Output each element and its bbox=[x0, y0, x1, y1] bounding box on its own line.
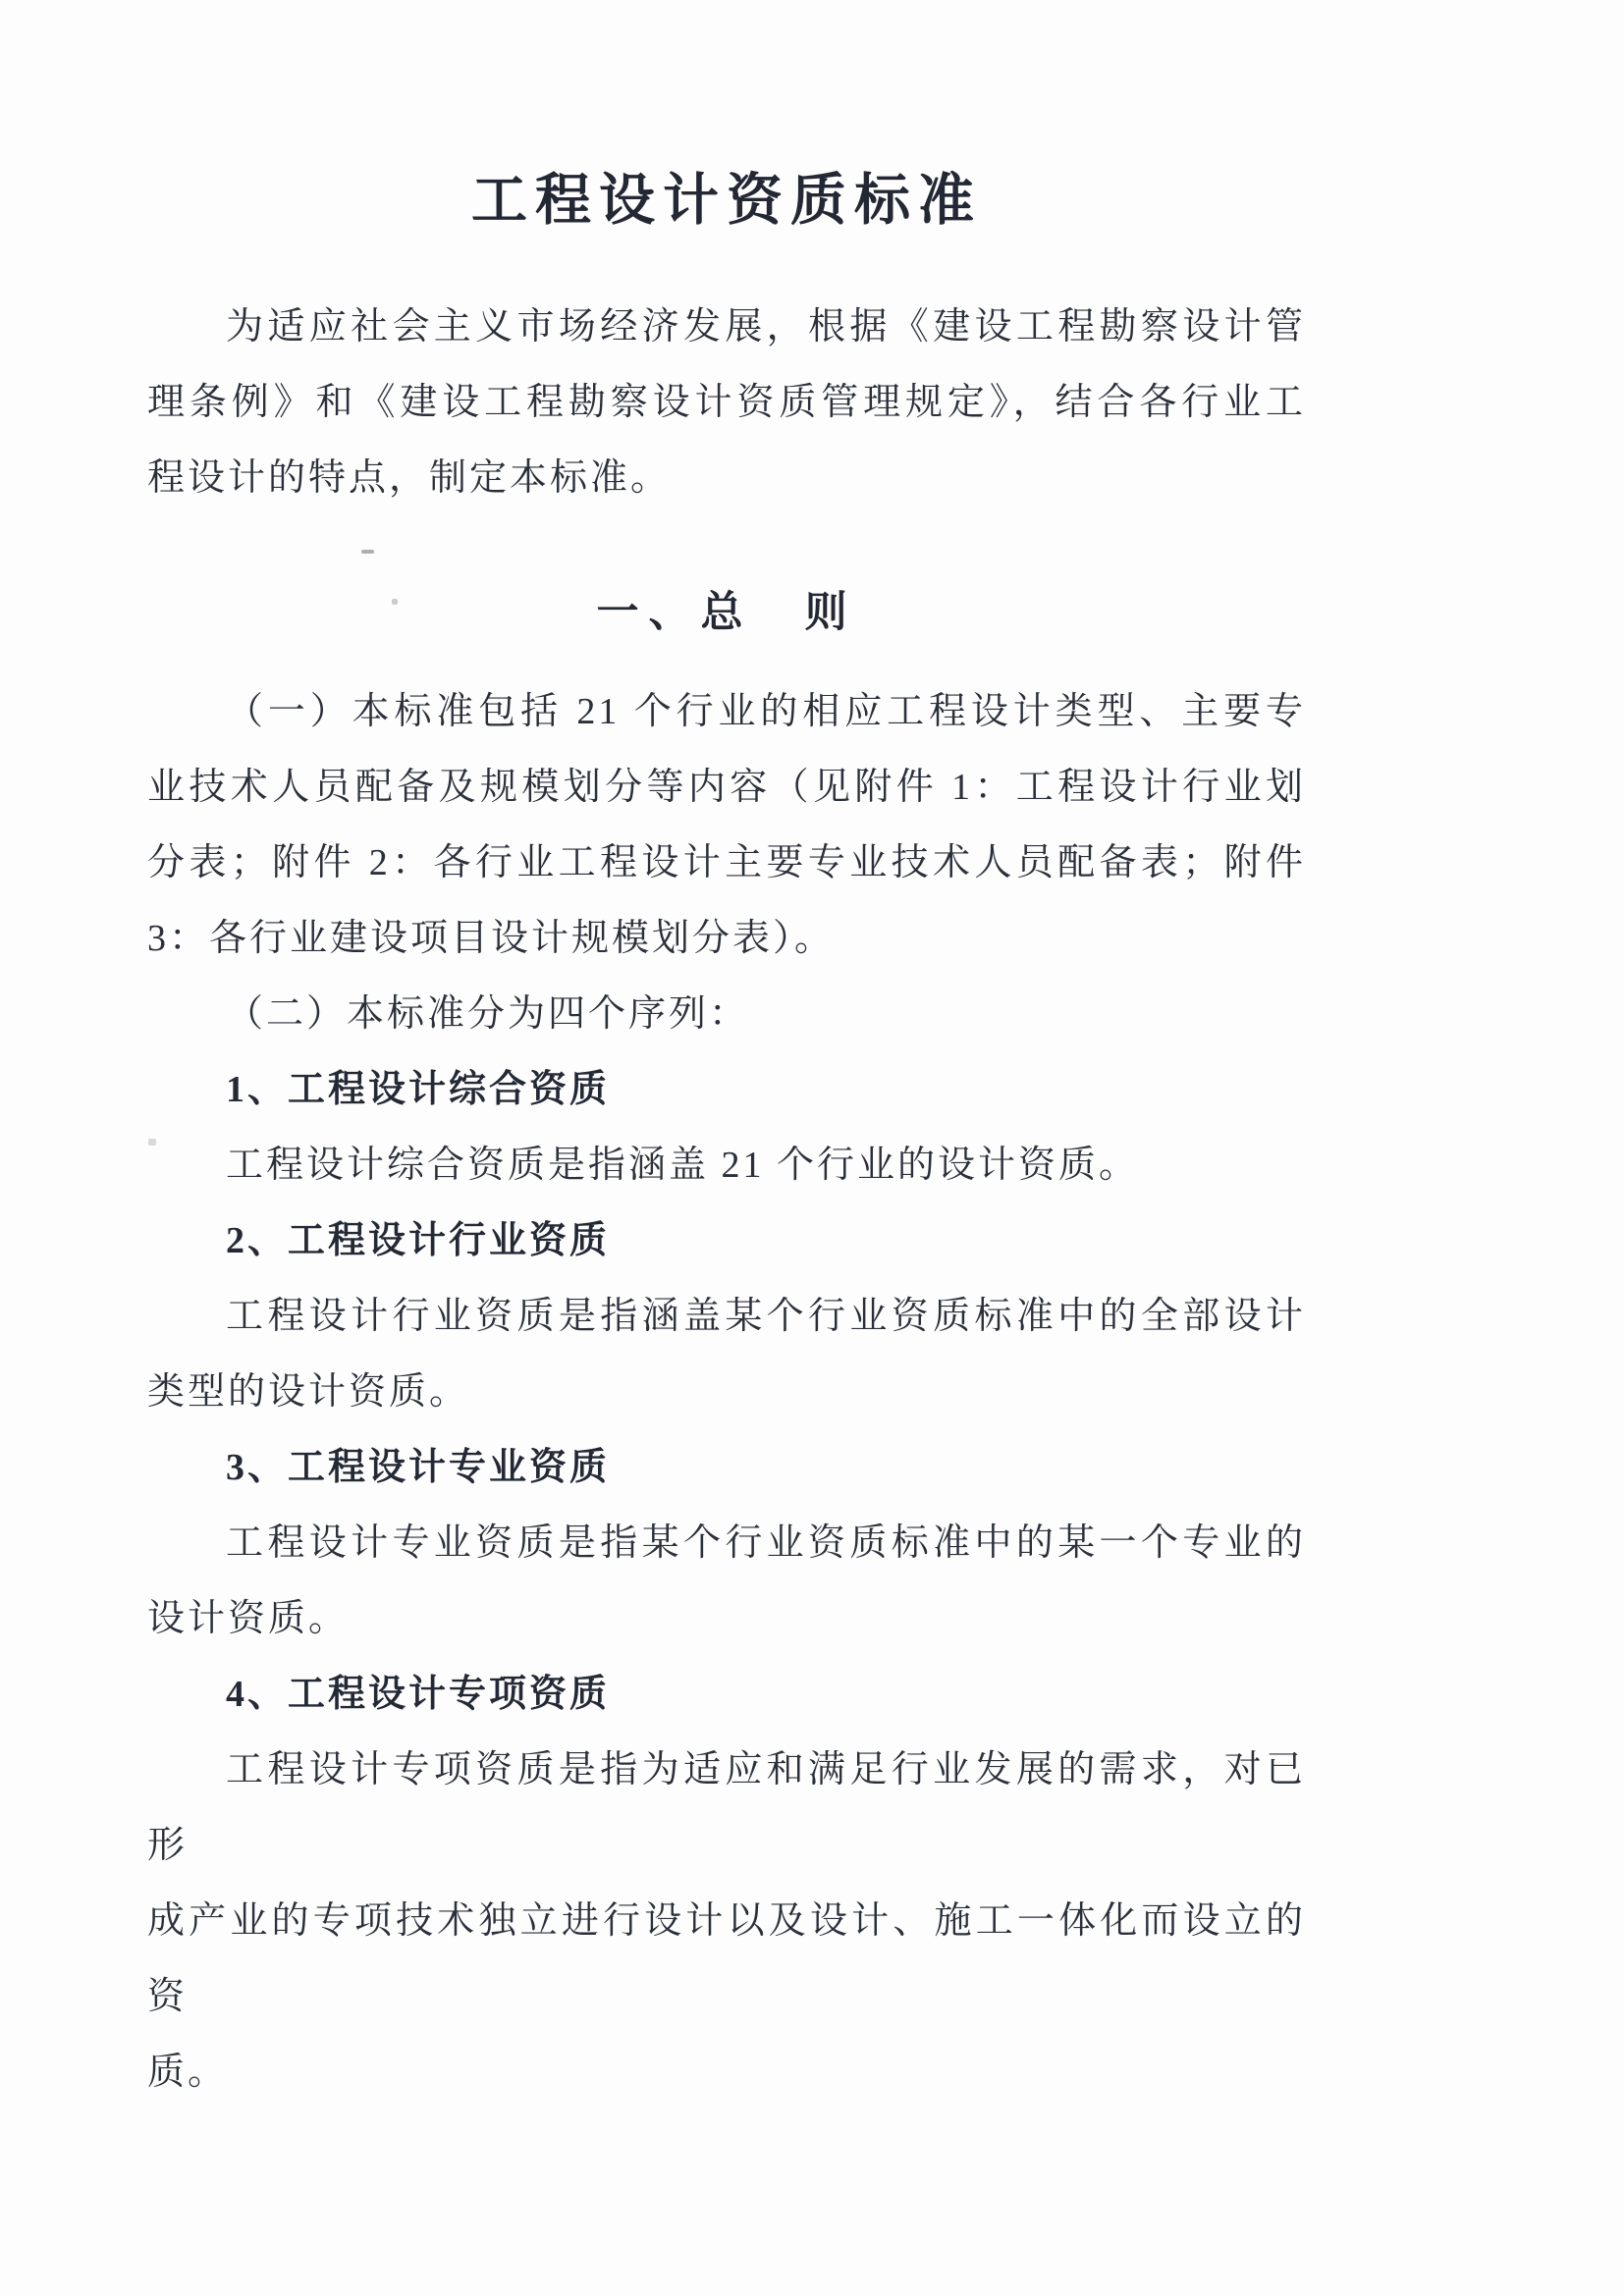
text-line: 设计资质。 bbox=[147, 1598, 350, 1639]
section-heading: 一、总 则 bbox=[596, 590, 857, 636]
text-line: 业技术人员配备及规模划分等内容（见附件 1：工程设计行业划 bbox=[147, 767, 1306, 808]
scan-artifact bbox=[361, 550, 374, 554]
list-item-heading: 1、工程设计综合资质 bbox=[226, 1069, 611, 1110]
text-line: 工程设计综合资质是指涵盖 21 个行业的设计资质。 bbox=[226, 1145, 1140, 1186]
list-item-heading: 4、工程设计专项资质 bbox=[226, 1674, 611, 1715]
text-line: 分表；附件 2：各行业工程设计主要专业技术人员配备表；附件 bbox=[147, 842, 1306, 883]
list-item-heading: 2、工程设计行业资质 bbox=[226, 1220, 611, 1261]
page-title: 工程设计资质标准 bbox=[471, 170, 982, 232]
document-content bbox=[147, 162, 1306, 2110]
text-line: 工程设计行业资质是指涵盖某个行业资质标准中的全部设计 bbox=[226, 1296, 1306, 1337]
list-item-heading: 3、工程设计专业资质 bbox=[226, 1447, 611, 1488]
text-line: 程设计的特点，制定本标准。 bbox=[147, 457, 672, 499]
text-line: 类型的设计资质。 bbox=[147, 1371, 470, 1413]
text-line: 工程设计专业资质是指某个行业资质标准中的某一个专业的 bbox=[226, 1522, 1306, 1564]
text-line: 成产业的专项技术独立进行设计以及设计、施工一体化而设立的资 bbox=[147, 1900, 1306, 2017]
text-line: 质。 bbox=[147, 2052, 229, 2093]
scan-artifact bbox=[392, 599, 398, 605]
text-line: 3：各行业建设项目设计规模划分表）。 bbox=[147, 918, 836, 959]
text-line: （一）本标准包括 21 个行业的相应工程设计类型、主要专 bbox=[226, 691, 1306, 732]
text-line: 为适应社会主义市场经济发展，根据《建设工程勘察设计管 bbox=[226, 306, 1306, 347]
text-line: 工程设计专项资质是指为适应和满足行业发展的需求，对已形 bbox=[147, 1749, 1306, 1866]
text-line: 理条例》和《建设工程勘察设计资质管理规定》，结合各行业工 bbox=[147, 382, 1306, 423]
scan-artifact bbox=[148, 1139, 156, 1146]
text-line: （二）本标准分为四个序列： bbox=[226, 993, 750, 1035]
